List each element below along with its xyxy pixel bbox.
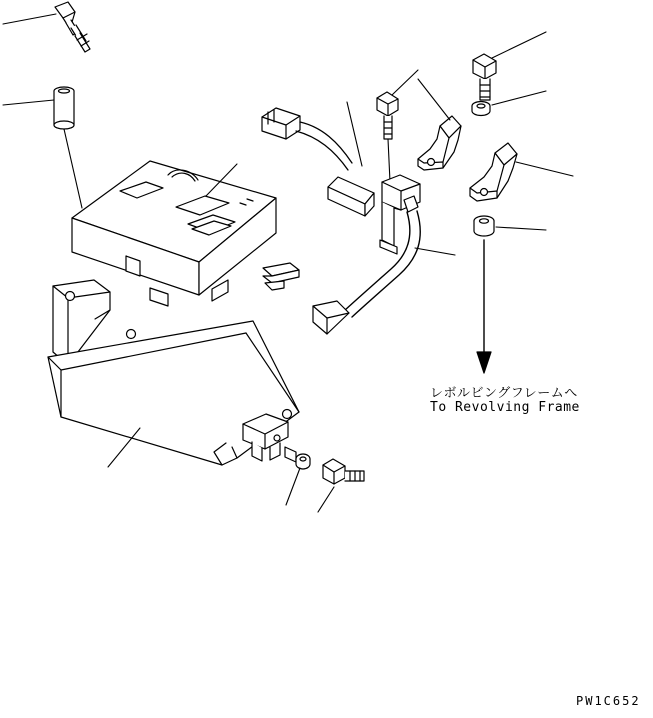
leader-line-washer-bottom [286, 468, 300, 505]
bolt-bottom [323, 459, 364, 484]
leader-line-relay [347, 102, 362, 166]
relay-module [328, 177, 374, 216]
bolt-top-left [55, 2, 90, 52]
connector-block-mid [380, 175, 420, 254]
spacer-pin-left [54, 87, 74, 129]
leader-line-bolt-bottom [318, 487, 334, 512]
bolt-top-right [473, 54, 496, 100]
leader-line-bolt-top-left [3, 14, 56, 24]
to-revolving-frame-label-jp: レボルビングフレームへ [430, 386, 578, 401]
drawing-code: PW1C652 [576, 694, 641, 708]
controller-box [72, 161, 299, 306]
terminal-bracket-bottom [243, 414, 296, 462]
bolt-center [377, 92, 398, 139]
leader-line-bolt-center [392, 70, 418, 95]
leader-line-clamp-upper [418, 79, 450, 120]
leader-line-spacer-left [3, 100, 54, 105]
to-revolving-frame-label-en: To Revolving Frame [430, 400, 580, 415]
clamp-bracket-upper [418, 116, 461, 170]
leader-line-spacer-right [496, 227, 546, 230]
spacer-left-axis [64, 129, 82, 208]
bolt-center-axis [388, 139, 390, 182]
spacer-bushing-right [474, 216, 494, 236]
leader-line-clamp-lower [516, 162, 573, 176]
leader-line-bolt-top-right [492, 32, 546, 58]
leader-line-cable [415, 248, 455, 255]
leader-line-washer-upper-right [492, 91, 546, 105]
clamp-bracket-lower [470, 143, 517, 201]
cable-assembly [313, 211, 420, 334]
connector-harness [262, 108, 352, 170]
washer-bottom [296, 454, 310, 469]
arrow-to-revolving-frame [477, 240, 491, 373]
washer-upper-right [472, 102, 490, 116]
